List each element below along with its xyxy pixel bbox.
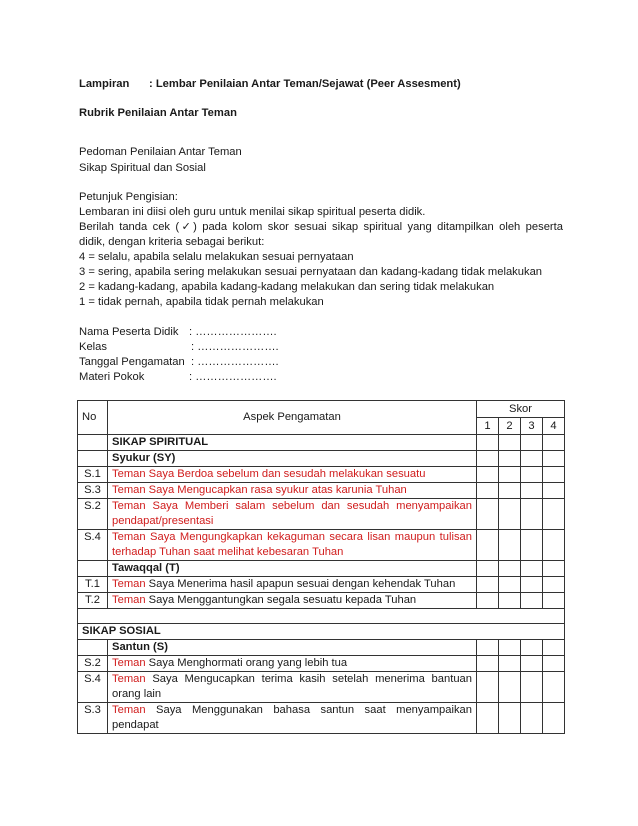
table-row xyxy=(78,435,565,451)
row-aspek-red: Teman xyxy=(112,704,146,716)
criteria-2: 2 = kadang-kadang, apabila kadang-kadang melakukan dan sering tidak melakukan xyxy=(79,281,495,293)
row-aspek xyxy=(108,672,477,703)
lampiran-title: : Lembar Penilaian Antar Teman/Sejawat (Peer Assesment) xyxy=(149,78,461,90)
row-aspek-rest: Saya Menerima hasil apapun sesuai dengan kehendak Tuhan xyxy=(145,578,456,590)
table-row xyxy=(78,593,565,609)
row-aspek-line-1: Teman Saya Memberi salam sebelum dan sesudah menyampaikan xyxy=(112,500,472,512)
table-row xyxy=(78,703,565,734)
row-no: S.1 xyxy=(78,467,108,483)
row-aspek-rest: Saya Menghormati orang yang lebih tua xyxy=(145,657,348,669)
lampiran-heading xyxy=(79,77,461,92)
row-aspek-red: Teman xyxy=(112,673,146,685)
col-header-skor: Skor xyxy=(477,401,565,418)
row-aspek xyxy=(108,656,477,672)
nama-label: Nama Peserta Didik xyxy=(79,326,179,338)
skor-col-4: 4 xyxy=(543,418,565,435)
materi-value: : …………………. xyxy=(189,371,277,383)
identity-tanggal xyxy=(79,355,279,370)
materi-label: Materi Pokok xyxy=(79,371,145,383)
row-aspek: Teman Saya Mengucapkan rasa syukur atas karunia Tuhan xyxy=(108,483,477,499)
row-no: S.2 xyxy=(78,656,108,672)
skor-col-2: 2 xyxy=(499,418,521,435)
subsection-tawaqqal: Tawaqqal (T) xyxy=(108,561,477,577)
pedoman-line-1: Pedoman Penilaian Antar Teman xyxy=(79,146,242,158)
row-aspek-line-2: orang lain xyxy=(112,688,162,700)
criteria-4: 4 = selalu, apabila selalu melakukan sesuai pernyataan xyxy=(79,251,354,263)
row-aspek-line-2: terhadap Tuhan saat melihat kebesaran Tuhan xyxy=(112,546,344,558)
table-row xyxy=(78,467,565,483)
row-aspek-red: Teman xyxy=(112,657,146,669)
assessment-table xyxy=(77,400,565,734)
table-row xyxy=(78,499,565,530)
nama-value: : …………………. xyxy=(189,326,277,338)
row-no: T.1 xyxy=(78,577,108,593)
table-spacer-row xyxy=(78,609,565,624)
criteria-1: 1 = tidak pernah, apabila tidak pernah melakukan xyxy=(79,296,324,308)
table-row xyxy=(78,640,565,656)
criteria-3: 3 = sering, apabila sering melakukan sesuai pernyataan dan kadang-kadang tidak melakukan xyxy=(79,266,543,278)
row-no: S.4 xyxy=(78,672,108,703)
identity-kelas xyxy=(79,340,279,355)
row-aspek: Teman Saya Berdoa sebelum dan sesudah melakukan sesuatu xyxy=(108,467,477,483)
kelas-value: : …………………. xyxy=(191,341,279,353)
row-aspek-line-1 xyxy=(112,703,472,718)
table-row xyxy=(78,561,565,577)
row-no: S.3 xyxy=(78,483,108,499)
table-row xyxy=(78,451,565,467)
row-aspek-red: Teman xyxy=(112,578,146,590)
row-aspek-rest: Saya Menggunakan bahasa santun saat menyampaikan xyxy=(145,704,472,716)
table-row xyxy=(78,530,565,561)
tanggal-value: : …………………. xyxy=(191,356,279,368)
petunjuk-heading: Petunjuk Pengisian: xyxy=(79,191,178,203)
pedoman-line-2: Sikap Spiritual dan Sosial xyxy=(79,162,206,174)
kelas-label: Kelas xyxy=(79,341,107,353)
table-row xyxy=(78,656,565,672)
skor-col-3: 3 xyxy=(521,418,543,435)
row-aspek xyxy=(108,703,477,734)
row-aspek-red: Teman xyxy=(112,594,146,606)
col-header-aspek: Aspek Pengamatan xyxy=(108,401,477,435)
table-row xyxy=(78,483,565,499)
row-aspek-rest: Saya Mengucapkan terima kasih setelah menerima bantuan xyxy=(145,673,472,685)
petunjuk-line-3: didik, dengan kriteria sebagai berikut: xyxy=(79,236,265,248)
table-row xyxy=(78,624,565,640)
identity-nama xyxy=(79,325,277,340)
skor-col-1: 1 xyxy=(477,418,499,435)
tanggal-label: Tanggal Pengamatan xyxy=(79,356,185,368)
table-row xyxy=(78,672,565,703)
lampiran-label: Lampiran xyxy=(79,78,130,90)
section-sikap-sosial: SIKAP SOSIAL xyxy=(78,624,565,640)
table-header-row xyxy=(78,401,565,418)
col-header-no: No xyxy=(78,401,108,435)
row-aspek xyxy=(108,577,477,593)
row-aspek-line-1 xyxy=(112,672,472,687)
section-sikap-spiritual: SIKAP SPIRITUAL xyxy=(108,435,477,451)
row-no: S.3 xyxy=(78,703,108,734)
row-aspek xyxy=(108,499,477,530)
row-aspek-line-2: pendapat xyxy=(112,719,159,731)
row-aspek-line-2: pendapat/presentasi xyxy=(112,515,214,527)
row-aspek xyxy=(108,530,477,561)
row-no: S.2 xyxy=(78,499,108,530)
petunjuk-line-2: Berilah tanda cek (✓) pada kolom skor sesuai sikap spiritual yang ditampilkan oleh peserta xyxy=(79,221,563,233)
rubrik-title: Rubrik Penilaian Antar Teman xyxy=(79,107,237,119)
identity-materi xyxy=(79,370,277,385)
row-aspek-rest: Saya Menggantungkan segala sesuatu kepada Tuhan xyxy=(145,594,417,606)
petunjuk-line-1: Lembaran ini diisi oleh guru untuk menilai sikap spiritual peserta didik. xyxy=(79,206,426,218)
row-no: T.2 xyxy=(78,593,108,609)
subsection-syukur: Syukur (SY) xyxy=(108,451,477,467)
row-no: S.4 xyxy=(78,530,108,561)
row-aspek-line-1: Teman Saya Mengungkapkan kekaguman secara lisan maupun tulisan xyxy=(112,531,472,543)
row-aspek xyxy=(108,593,477,609)
table-row xyxy=(78,577,565,593)
subsection-santun: Santun (S) xyxy=(108,640,477,656)
